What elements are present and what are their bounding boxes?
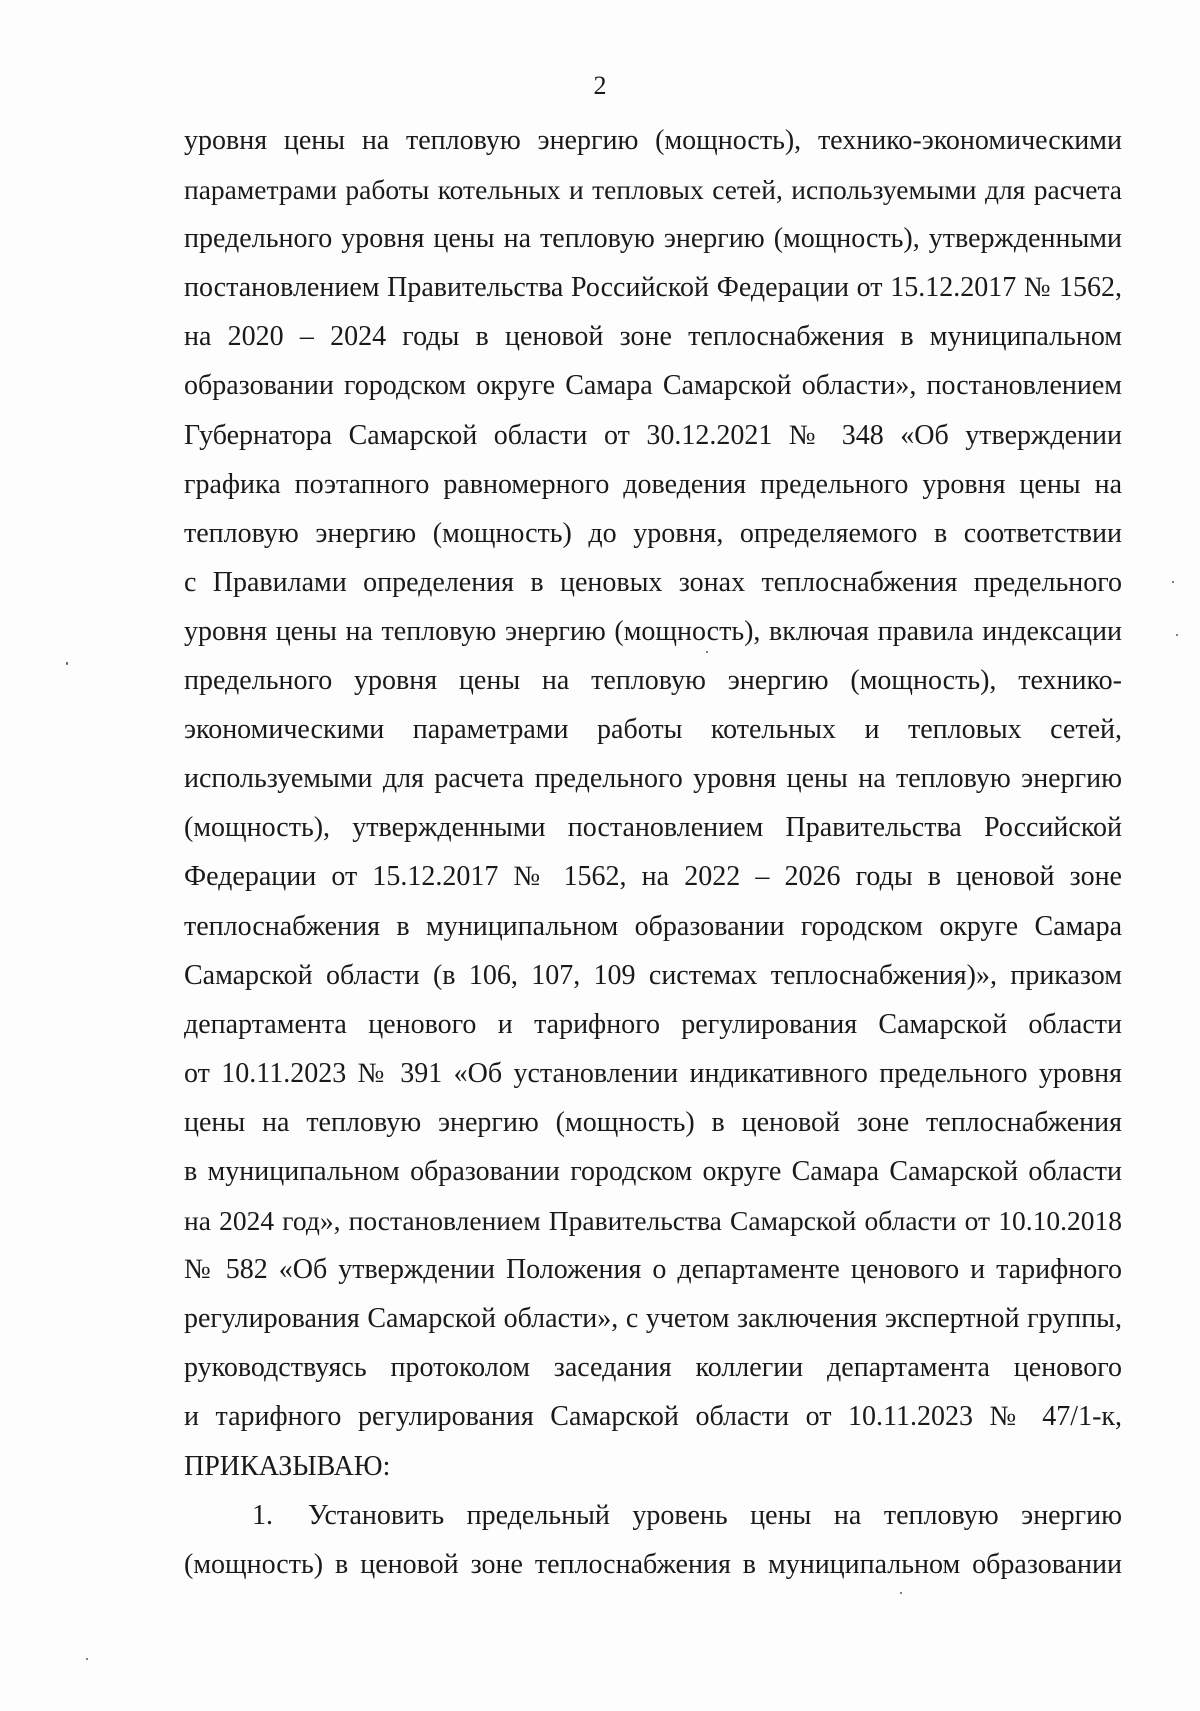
page-number: 2 <box>593 71 607 100</box>
text-line: используемыми для расчета предельного уровня цены на тепловую энергию <box>184 763 1122 795</box>
text-line: параметрами работы котельных и тепловых сетей, используемыми для расчета <box>184 174 1122 206</box>
item-number: 1. <box>252 1499 273 1531</box>
text-line: № 582 «Об утверждении Положения о департаменте ценового и тарифного <box>184 1254 1122 1286</box>
text-line: от 10.11.2023 № 391 «Об установлении индикативного предельного уровня <box>184 1057 1122 1089</box>
text-line: на 2020 – 2024 годы в ценовой зоне теплоснабжения в муниципальном <box>184 321 1122 353</box>
order-heading: ПРИКАЗЫВАЮ: <box>184 1450 391 1482</box>
text-line: тепловую энергию (мощность) до уровня, определяемого в соответствии <box>184 517 1122 549</box>
scan-speck <box>1172 581 1174 583</box>
text-line: и тарифного регулирования Самарской области от 10.11.2023 № 47/1-к, <box>184 1401 1122 1433</box>
scan-speck <box>1176 634 1178 636</box>
text-line: (мощность), утвержденными постановлением Правительства Российской <box>184 812 1122 844</box>
document-body <box>184 116 1122 1589</box>
text-line: теплоснабжения в муниципальном образовании городском округе Самара <box>184 910 1122 942</box>
item-text: Установить предельный уровень цены на тепловую энергию <box>308 1499 1122 1531</box>
text-line: с Правилами определения в ценовых зонах теплоснабжения предельного <box>184 566 1122 598</box>
text-line: (мощность) в ценовой зоне теплоснабжения в муниципальном образовании <box>184 1548 1122 1580</box>
text-line: графика поэтапного равномерного доведения предельного уровня цены на <box>184 468 1122 500</box>
text-line: регулирования Самарской области», с учетом заключения экспертной группы, <box>184 1303 1122 1335</box>
text-line: постановлением Правительства Российской Федерации от 15.12.2017 № 1562, <box>184 272 1122 304</box>
text-line: департамента ценового и тарифного регулирования Самарской области <box>184 1008 1122 1040</box>
scan-speck <box>86 1658 88 1660</box>
text-line: предельного уровня цены на тепловую энергию (мощность), технико- <box>184 665 1122 697</box>
text-line: Самарской области (в 106, 107, 109 системах теплоснабжения)», приказом <box>184 959 1122 991</box>
text-line: руководствуясь протоколом заседания коллегии департамента ценового <box>184 1352 1122 1384</box>
text-line: образовании городском округе Самара Самарской области», постановлением <box>184 370 1122 402</box>
scan-speck <box>706 651 708 653</box>
numbered-item <box>184 1491 1122 1540</box>
text-line: Федерации от 15.12.2017 № 1562, на 2022 – 2026 годы в ценовой зоне <box>184 861 1122 893</box>
text-line: экономическими параметрами работы котельных и тепловых сетей, <box>184 714 1122 746</box>
text-line: предельного уровня цены на тепловую энергию (мощность), утвержденными <box>184 223 1122 255</box>
scan-speck <box>66 662 68 665</box>
text-line: Губернатора Самарской области от 30.12.2021 № 348 «Об утверждении <box>184 419 1122 451</box>
text-line: уровня цены на тепловую энергию (мощность), включая правила индексации <box>184 615 1122 647</box>
text-line: цены на тепловую энергию (мощность) в ценовой зоне теплоснабжения <box>184 1106 1122 1138</box>
text-line: уровня цены на тепловую энергию (мощность), технико-экономическими <box>184 125 1122 156</box>
scan-speck <box>900 1592 902 1594</box>
text-line: в муниципальном образовании городском округе Самара Самарской области <box>184 1155 1122 1187</box>
text-line: на 2024 год», постановлением Правительства Самарской области от 10.10.2018 <box>184 1205 1122 1237</box>
